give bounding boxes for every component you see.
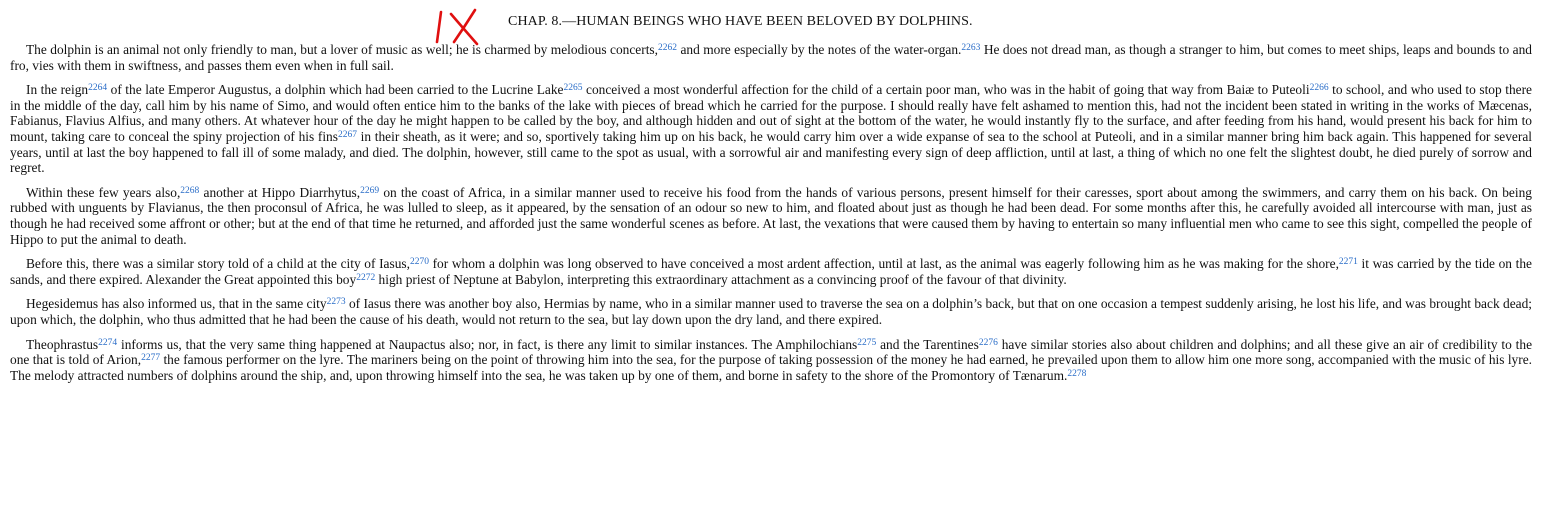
paragraph-2 <box>10 82 1532 176</box>
footnote-link[interactable]: 2262 <box>658 43 677 53</box>
footnote-link[interactable]: 2271 <box>1338 257 1358 268</box>
footnote-link[interactable]: 2265 <box>563 83 583 94</box>
text-run: the famous performer on the lyre. The mariners being on the point of throwing him into the sea, for the purpose of taking possession of the money he had earned, he prevailed upon them to allow him one more song, accompanied with the music of his lyre. The melody attracted numbers of dolphins around the ship, and, upon throwing himself into the sea, he was taken up by one of them, and borne in safety to the shore of the Promontory of Tænarum. <box>10 352 1532 383</box>
paragraph-6 <box>10 337 1532 384</box>
text-run: Hegesidemus has also informed us, that in the same city <box>26 296 327 312</box>
text-run: and more especially by the notes of the water-organ. <box>677 42 962 57</box>
paragraph-4 <box>10 256 1532 287</box>
annotation-stroke-i <box>437 12 441 42</box>
text-run: high priest of Neptune at Babylon, interpreting this extraordinary attachment as a convincing proof of the favour of that divinity. <box>375 271 1067 287</box>
text-run: another at Hippo Diarrhytus, <box>199 184 361 200</box>
footnote-link[interactable]: 2277 <box>141 353 161 364</box>
text-run: for whom a dolphin was long observed to have conceived a most ardent affection, until at last, as the animal was eagerly following him as he was making for the shore, <box>428 256 1339 272</box>
text-run: In the reign <box>26 82 89 98</box>
footnote-link[interactable]: 2269 <box>360 185 380 196</box>
footnote-link[interactable]: 2263 <box>961 43 981 53</box>
text-run: to school, and who used to stop there in the middle of the day, call him by his name of Simo, and would often entice him to the banks of the lake with pieces of bread which he carried for the purpose. I should really have felt ashamed to mention this, had not the incident been stated in writing in the works of Mæcenas, Fabianus, Flavius Alfius, and many others. At whatever hour of the day he might happen to be called by the boy, and although hidden and out of sight at the bottom of the water, he would instantly fly to the surface, and after feeding from his hand, would present his back for him to mount, taking care to conceal the spiny projection of his fins <box>10 82 1532 144</box>
footnote-link[interactable]: 2268 <box>180 185 200 196</box>
text-run: informs us, that the very same thing happened at Naupactus also; nor, in fact, is there any limit to similar instances. The Amphilochians <box>117 336 858 352</box>
text-run: Theophrastus <box>26 336 99 352</box>
text-run: The dolphin is an animal not only friendly to man, but a lover of music as well; he is charmed by melodious concerts, <box>26 42 658 57</box>
footnote-link[interactable]: 2273 <box>326 297 346 308</box>
text-run: on the coast of Africa, in a similar manner used to receive his food from the hands of various persons, present himself for their caresses, sport about among the swimmers, and carry them on his back. On being rubbed with unguents by Flavianus, the then proconsul of Africa, he was lulled to sleep, as it appeared, by the sensation of an odour so new to him, and floated about just as though he had been dead. For some months after this, he carefully avoided all intercourse with man, just as though he had received some affront or other; but at the end of that time he returned, and afforded just the same wonderful scenes as before. At last, the vexations that were caused them by having to entertain so many influential men who came to see this sight, compelled the people of Hippo to put the animal to death. <box>10 184 1532 247</box>
footnote-link[interactable]: 2266 <box>1309 83 1329 94</box>
chapter-title: CHAP. 8.—HUMAN BEINGS WHO HAVE BEEN BELOVED BY DOLPHINS. <box>508 14 973 29</box>
text-run: of the late Emperor Augustus, a dolphin which had been carried to the Lucrine Lake <box>107 82 564 98</box>
text-run: and the Tarentines <box>876 336 979 352</box>
text-run: in their sheath, as it were; and so, sportively taking him up on his back, he would carry him over a wide expanse of sea to the school at Puteoli, and in a similar manner bring him back again. This happened for several years, until at last the boy happened to fall ill of some malady, and died. The dolphin, however, still came to the spot as usual, with a sorrowful air and manifesting every sign of deep affliction, until at last, a thing of which no one felt the slightest doubt, he died purely of sorrow and regret. <box>10 128 1532 176</box>
paragraph-1 <box>10 42 1532 73</box>
footnote-link[interactable]: 2278 <box>1067 368 1087 379</box>
text-run: conceived a most wonderful affection for the child of a certain poor man, who was in the habit of going that way from Baiæ to Puteoli <box>582 82 1310 98</box>
text-run: Within these few years also, <box>26 184 181 200</box>
document-page <box>10 0 1532 392</box>
footnote-link[interactable]: 2275 <box>857 337 877 348</box>
paragraph-3 <box>10 185 1532 247</box>
footnote-link[interactable]: 2267 <box>337 129 357 140</box>
text-run: have similar stories also about children and dolphins; and all these give an air of credibility to the one that is told of Arion, <box>10 336 1533 368</box>
text-run: Before this, there was a similar story told of a child at the city of Iasus, <box>26 256 410 272</box>
footnote-link[interactable]: 2276 <box>978 337 998 348</box>
text-run: it was carried by the tide on the sands, and there expired. Alexander the Great appointed this boy <box>10 256 1532 287</box>
footnote-link[interactable]: 2274 <box>98 337 118 348</box>
text-run: of Iasus there was another boy also, Hermias by name, who in a similar manner used to traverse the sea on a dolphin’s back, but that on one occasion a tempest suddenly arising, he lost his life, and was brought back dead; upon which, the dolphin, who thus admitted that he had been the cause of his death, would not return to the sea, but lay down upon the dry land, and there expired. <box>10 296 1532 327</box>
text-run: He does not dread man, as though a stranger to him, but comes to meet ships, leaps and bounds to and fro, vies with them in swiftness, and passes them even when in full sail. <box>10 42 1532 73</box>
paragraph-5 <box>10 296 1532 327</box>
footnote-link[interactable]: 2272 <box>356 272 376 283</box>
chapter-header <box>10 0 1532 42</box>
footnote-link[interactable]: 2264 <box>88 83 108 94</box>
handwritten-roman-numeral-annotation <box>427 6 485 46</box>
footnote-link[interactable]: 2270 <box>409 257 429 268</box>
